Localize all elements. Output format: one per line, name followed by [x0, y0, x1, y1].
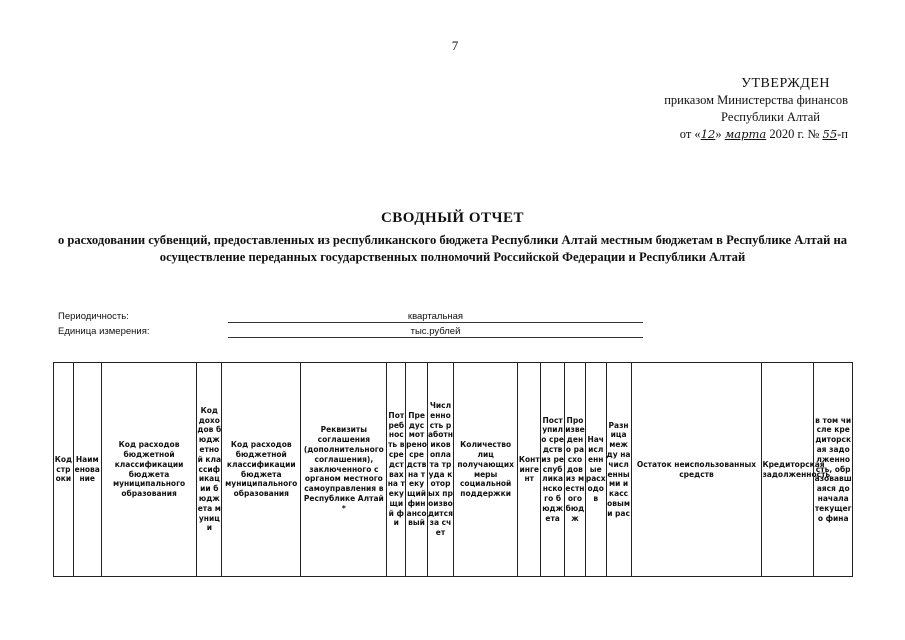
col-header: Предусмотрено средств на текущий финансовый [406, 363, 428, 577]
periodicity-value: квартальная [228, 311, 643, 323]
table-header-row [54, 363, 853, 577]
col-header: Код строки [54, 363, 74, 577]
col-header: Код расходов бюджетной классификации бюджета муниципального образования [101, 363, 197, 577]
col-header: Численность работников оплата труда которых производится за счет [427, 363, 453, 577]
col-header: Контингент [518, 363, 541, 577]
col-header: Код расходов бюджетной классификации бюджета муниципального образования [222, 363, 301, 577]
report-subtitle: о расходовании субвенций, предоставленных из республиканского бюджета Республики Алтай местным бюджетам в Республике Алтай на осуществление переданных государственных полномочий Российской Федерации и Республики Алтай [57, 233, 848, 264]
date-prefix: от « [679, 127, 701, 141]
col-header: в том числе кредиторская задолженность, образовавшаяся до начала текущего фина [814, 363, 853, 577]
col-header: Остаток неиспользованных средств [631, 363, 762, 577]
date-mid: » [715, 127, 722, 141]
report-heading: СВОДНЫЙ ОТЧЕТ [380, 210, 525, 226]
unit-value: тыс.рублей [228, 326, 643, 338]
col-header: Произведено расходов из местного бюдж [565, 363, 586, 577]
report-title [0, 210, 905, 266]
col-header: Поступило средств из республиканского бюджета [541, 363, 565, 577]
approval-date-line [664, 126, 848, 143]
report-table [53, 362, 853, 577]
page-number: 7 [451, 38, 459, 53]
col-header: Реквизиты соглашения (дополнительного соглашения), заключенного с органом местного самоуправления в Республике Алтай * [301, 363, 387, 577]
approval-heading: УТВЕРЖДЕН [741, 76, 830, 91]
col-header: Кредиторская задолженность [762, 363, 814, 577]
date-month: марта [724, 127, 767, 141]
col-header: Наименование [73, 363, 101, 577]
approval-line-2: Республики Алтай [721, 110, 820, 124]
approval-line-1: приказом Министерства финансов [664, 93, 848, 107]
date-number: 55 [822, 127, 838, 141]
date-year: 2020 г. № [769, 127, 820, 141]
col-header: Количество лиц получающих меры социальной поддержки [453, 363, 517, 577]
col-header: Код доходов бюджетной классификации бюджета муници [197, 363, 222, 577]
col-header: Начисленные расходов [585, 363, 606, 577]
periodicity-label: Периодичность: [58, 311, 129, 322]
approval-stamp [664, 75, 848, 143]
date-suffix: -п [837, 127, 848, 141]
col-header: Разница между начисленными и кассовыми рас [606, 363, 631, 577]
unit-label: Единица измерения: [58, 326, 150, 337]
col-header: Потребность в средствах на текущий фи [387, 363, 406, 577]
date-day: 12 [700, 127, 716, 141]
